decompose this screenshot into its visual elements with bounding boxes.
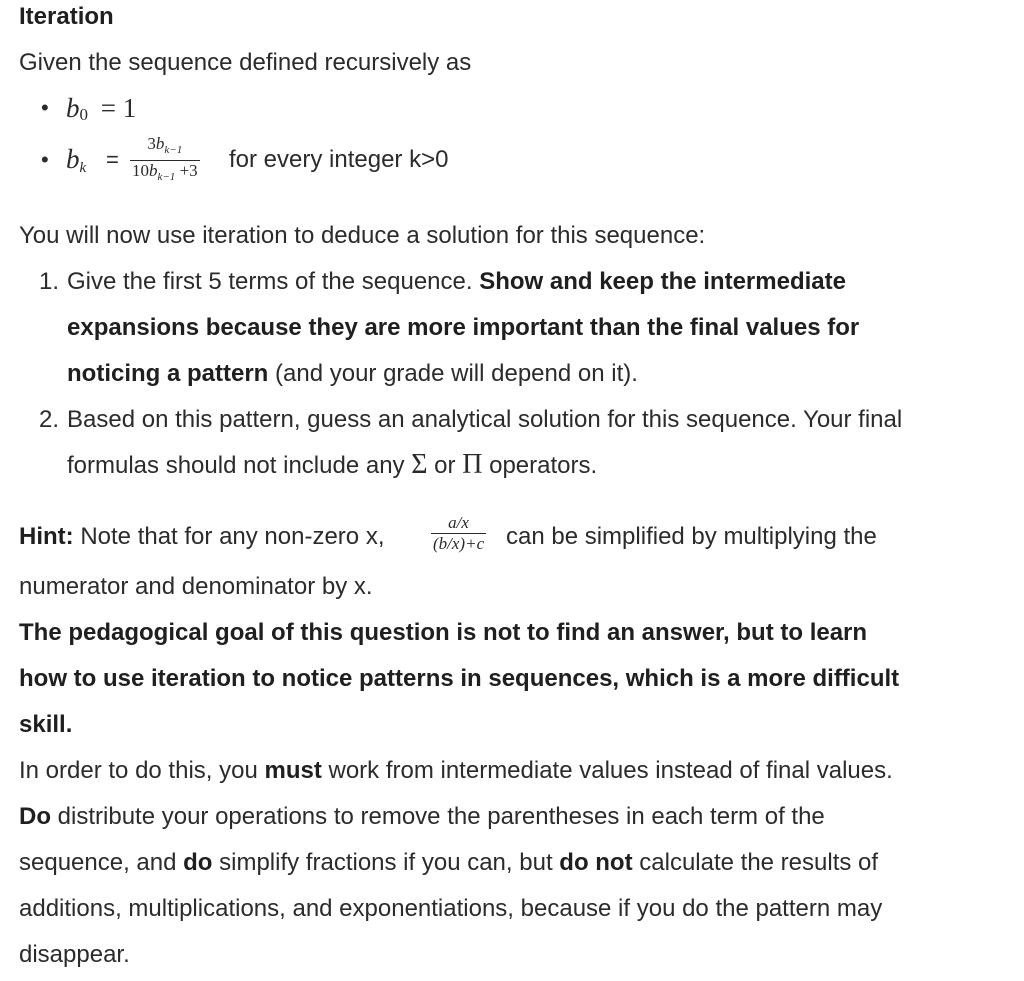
b0-var: b [66, 93, 80, 123]
bk-eq: = [106, 147, 119, 172]
list-item-1-line2: expansions because they are more important than the final values for [67, 314, 860, 341]
b0-eq: = 1 [100, 93, 137, 123]
instructions-line2: Do distribute your operations to remove the parentheses in each term of the [19, 803, 825, 830]
list-number-1: 1. [39, 268, 60, 295]
instructions-line1: In order to do this, you must work from intermediate values instead of final values. [19, 757, 893, 784]
task-intro: You will now use iteration to deduce a solution for this sequence: [19, 222, 706, 249]
bk-sub: k [79, 160, 87, 176]
hint-label: Hint: [19, 523, 74, 550]
instructions-line4: additions, multiplications, and exponentiations, because if you do the pattern may [19, 895, 883, 922]
hint-line2: numerator and denominator by x. [19, 573, 373, 600]
intro-text: Given the sequence defined recursively as [19, 49, 472, 76]
pi-operator: Π [462, 449, 483, 480]
sigma-operator: Σ [411, 449, 428, 480]
b0-sub: 0 [79, 105, 88, 124]
bk-condition-text: for every integer k>0 [229, 146, 449, 173]
goal-line2: how to use iteration to notice patterns in sequences, which is a more difficult [19, 665, 900, 692]
hint-fraction: $\frac{a/x}{(b/x)+c}$ [433, 513, 485, 553]
bk-fraction: $\frac{3b_{k-1}}{10b_{k-1} +3}$ [132, 134, 198, 183]
bullet-dot-icon: • [41, 95, 49, 120]
bullet-dot-icon: • [41, 147, 49, 172]
list-number-2: 2. [39, 406, 60, 433]
goal-line1: The pedagogical goal of this question is not to find an answer, but to learn [19, 619, 868, 646]
bk-var: b [66, 144, 80, 174]
goal-line3: skill. [19, 711, 73, 738]
list-item-1-line3: noticing a pattern (and your grade will depend on it). [67, 360, 638, 387]
instructions-line3: sequence, and do simplify fractions if you can, but do not calculate the results of [19, 849, 879, 876]
page-title: Iteration [19, 3, 114, 30]
bullet-bk [19, 135, 619, 185]
list-item-2-line2: formulas should not include any Σ or Π operators. [67, 449, 598, 480]
instructions-line5: disappear. [19, 941, 130, 968]
